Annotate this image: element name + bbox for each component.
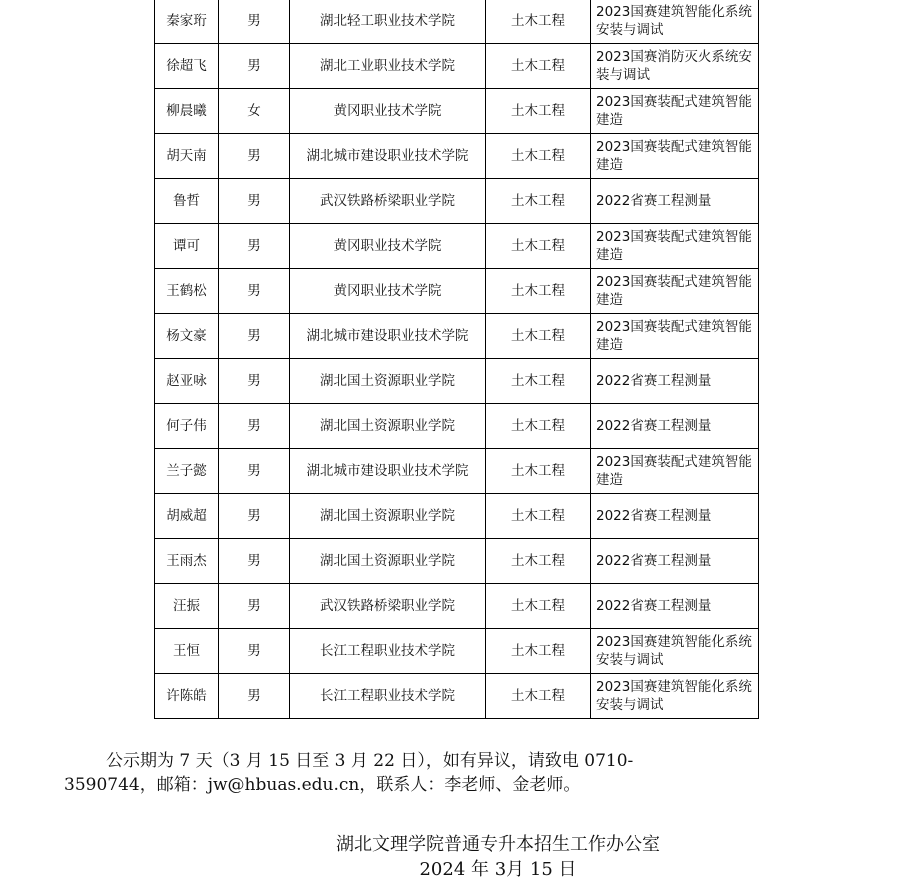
cell-award: 2023国赛装配式建筑智能建造	[591, 314, 759, 359]
cell-sex: 男	[219, 494, 290, 539]
cell-sex: 男	[219, 359, 290, 404]
table-row	[155, 0, 759, 44]
notice-paragraph	[64, 749, 794, 797]
cell-sex: 男	[219, 269, 290, 314]
cell-school: 湖北国土资源职业学院	[290, 539, 486, 584]
cell-school: 长江工程职业技术学院	[290, 674, 486, 719]
cell-school: 黄冈职业技术学院	[290, 89, 486, 134]
table-row	[155, 584, 759, 629]
cell-award: 2023国赛装配式建筑智能建造	[591, 89, 759, 134]
cell-major: 土木工程	[486, 629, 591, 674]
cell-major: 土木工程	[486, 89, 591, 134]
cell-name: 徐超飞	[155, 44, 219, 89]
cell-award: 2023国赛建筑智能化系统安装与调试	[591, 674, 759, 719]
cell-name: 王恒	[155, 629, 219, 674]
cell-award: 2022省赛工程测量	[591, 539, 759, 584]
notice-line-2: 3590744，邮箱：jw@hbuas.edu.cn，联系人：李老师、金老师。	[64, 775, 581, 795]
cell-major: 土木工程	[486, 494, 591, 539]
cell-award: 2022省赛工程测量	[591, 359, 759, 404]
cell-name: 柳晨曦	[155, 89, 219, 134]
cell-award: 2022省赛工程测量	[591, 404, 759, 449]
table-row	[155, 89, 759, 134]
cell-name: 谭可	[155, 224, 219, 269]
cell-school: 湖北国土资源职业学院	[290, 404, 486, 449]
cell-school: 湖北国土资源职业学院	[290, 359, 486, 404]
cell-sex: 男	[219, 584, 290, 629]
cell-sex: 男	[219, 44, 290, 89]
cell-award: 2023国赛装配式建筑智能建造	[591, 134, 759, 179]
table-row	[155, 224, 759, 269]
cell-sex: 男	[219, 539, 290, 584]
cell-major: 土木工程	[486, 584, 591, 629]
cell-school: 湖北国土资源职业学院	[290, 494, 486, 539]
cell-major: 土木工程	[486, 44, 591, 89]
cell-sex: 男	[219, 134, 290, 179]
cell-school: 长江工程职业技术学院	[290, 629, 486, 674]
cell-sex: 男	[219, 0, 290, 44]
cell-school: 湖北轻工职业技术学院	[290, 0, 486, 44]
cell-name: 王鹤松	[155, 269, 219, 314]
cell-sex: 男	[219, 674, 290, 719]
table-row	[155, 449, 759, 494]
cell-major: 土木工程	[486, 314, 591, 359]
table-row	[155, 359, 759, 404]
cell-major: 土木工程	[486, 674, 591, 719]
cell-school: 武汉铁路桥梁职业学院	[290, 179, 486, 224]
student-list-table	[154, 0, 759, 719]
cell-school: 湖北城市建设职业技术学院	[290, 314, 486, 359]
cell-school: 湖北工业职业技术学院	[290, 44, 486, 89]
cell-major: 土木工程	[486, 224, 591, 269]
cell-major: 土木工程	[486, 179, 591, 224]
cell-major: 土木工程	[486, 269, 591, 314]
cell-name: 胡天南	[155, 134, 219, 179]
cell-sex: 男	[219, 629, 290, 674]
signoff-block	[308, 832, 688, 882]
table-row	[155, 539, 759, 584]
table-row	[155, 269, 759, 314]
cell-name: 杨文豪	[155, 314, 219, 359]
cell-major: 土木工程	[486, 134, 591, 179]
cell-award: 2023国赛装配式建筑智能建造	[591, 449, 759, 494]
table-row	[155, 179, 759, 224]
cell-major: 土木工程	[486, 0, 591, 44]
cell-school: 黄冈职业技术学院	[290, 224, 486, 269]
cell-school: 武汉铁路桥梁职业学院	[290, 584, 486, 629]
cell-name: 兰子懿	[155, 449, 219, 494]
table-row	[155, 314, 759, 359]
table-row	[155, 494, 759, 539]
cell-sex: 男	[219, 179, 290, 224]
cell-sex: 男	[219, 224, 290, 269]
notice-line-1-text: 公示期为 7 天（3 月 15 日至 3 月 22 日），如有异议，请致电 0710-	[106, 751, 634, 771]
cell-sex: 女	[219, 89, 290, 134]
issue-date: 2024 年 3月 15 日	[419, 859, 577, 880]
office-name: 湖北文理学院普通专升本招生工作办公室	[336, 834, 660, 855]
cell-sex: 男	[219, 404, 290, 449]
cell-name: 汪振	[155, 584, 219, 629]
cell-school: 湖北城市建设职业技术学院	[290, 449, 486, 494]
cell-award: 2023国赛装配式建筑智能建造	[591, 224, 759, 269]
cell-school: 黄冈职业技术学院	[290, 269, 486, 314]
cell-sex: 男	[219, 449, 290, 494]
table-row	[155, 629, 759, 674]
cell-school: 湖北城市建设职业技术学院	[290, 134, 486, 179]
cell-name: 许陈皓	[155, 674, 219, 719]
notice-line-1	[64, 749, 794, 773]
cell-award: 2023国赛建筑智能化系统安装与调试	[591, 0, 759, 44]
cell-name: 赵亚咏	[155, 359, 219, 404]
table-row	[155, 134, 759, 179]
cell-name: 鲁哲	[155, 179, 219, 224]
cell-award: 2023国赛消防灭火系统安装与调试	[591, 44, 759, 89]
table-body	[155, 0, 759, 719]
cell-award: 2023国赛装配式建筑智能建造	[591, 269, 759, 314]
cell-name: 王雨杰	[155, 539, 219, 584]
cell-name: 胡威超	[155, 494, 219, 539]
cell-name: 秦家珩	[155, 0, 219, 44]
cell-award: 2022省赛工程测量	[591, 494, 759, 539]
cell-award: 2022省赛工程测量	[591, 179, 759, 224]
table-row	[155, 674, 759, 719]
cell-major: 土木工程	[486, 404, 591, 449]
table-row	[155, 404, 759, 449]
cell-major: 土木工程	[486, 449, 591, 494]
cell-sex: 男	[219, 314, 290, 359]
table-row	[155, 44, 759, 89]
cell-award: 2022省赛工程测量	[591, 584, 759, 629]
cell-award: 2023国赛建筑智能化系统安装与调试	[591, 629, 759, 674]
cell-major: 土木工程	[486, 539, 591, 584]
cell-major: 土木工程	[486, 359, 591, 404]
cell-name: 何子伟	[155, 404, 219, 449]
